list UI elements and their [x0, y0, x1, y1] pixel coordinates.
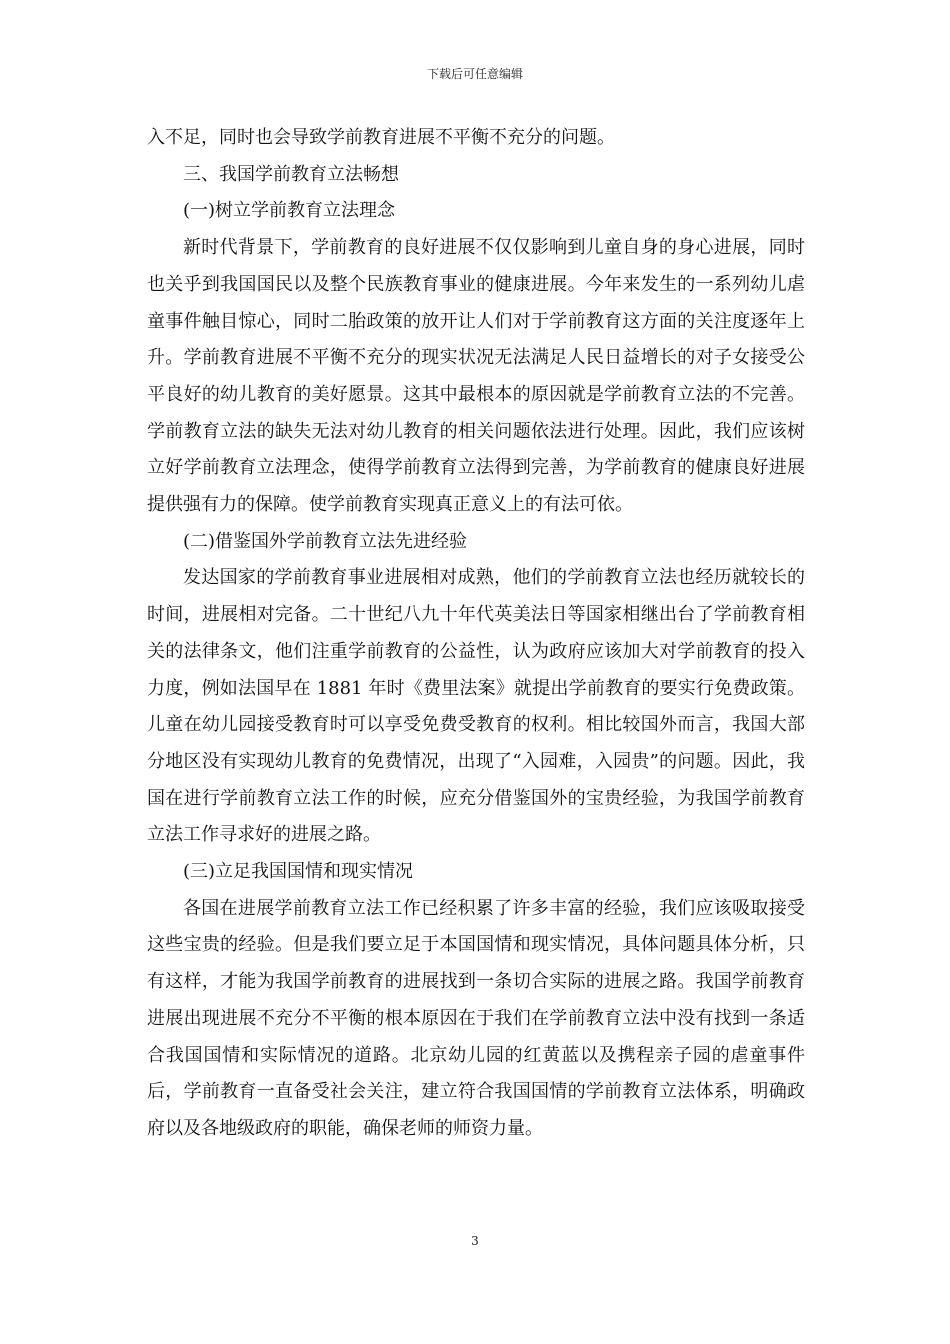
paragraph-1: 新时代背景下，学前教育的良好进展不仅仅影响到儿童自身的身心进展，同时也关乎到我国国民以及整个民族教育事业的健康进展。今年来发生的一系列幼儿虐童事件触目惊心，同时二胎政策的放开让人们对于学前教育这方面的关注度逐年上升。学前教育进展不平衡不充分的现实状况无法满足人民日益增长的对子女接受公平良好的幼儿教育的美好愿景。这其中最根本的原因就是学前教育立法的不完善。学前教育立法的缺失无法对幼儿教育的相关问题依法进行处理。因此，我们应该树立好学前教育立法理念，使得学前教育立法得到完善，为学前教育的健康良好进展提供强有力的保障。使学前教育实现真正意义上的有法可依。	[147, 237, 805, 516]
section-heading: 三、我国学前教育立法畅想	[183, 163, 399, 185]
subsection-heading-2: (二)借鉴国外学前教育立法先进经验	[183, 530, 468, 552]
subsection-heading-1: (一)树立学前教育立法理念	[183, 200, 396, 222]
subsection-heading-3: (三)立足我国国情和现实情况	[183, 861, 414, 883]
paragraph-2: 发达国家的学前教育事业进展相对成熟，他们的学前教育立法也经历就较长的时间，进展相对完备。二十世纪八九十年代英美法日等国家相继出台了学前教育相关的法律条文，他们注重学前教育的公益性，认为政府应该加大对学前教育的投入力度，例如法国早在 1881 年时《费里法案》就提出学前教育的要实行免费政策。儿童在幼儿园接受教育时可以享受免费受教育的权利。相比较国外而言，我国大部分地区没有实现幼儿教育的免费情况，出现了“入园难，入园贵”的问题。因此，我国在进行学前教育立法工作的时候，应充分借鉴国外的宝贵经验，为我国学前教育立法工作寻求好的进展之路。	[147, 567, 805, 846]
document-body	[147, 120, 805, 1148]
paragraph-3: 各国在进展学前教育立法工作已经积累了许多丰富的经验，我们应该吸取接受这些宝贵的经验。但是我们要立足于本国国情和现实情况，具体问题具体分析，只有这样，才能为我国学前教育的进展找到一条切合实际的进展之路。我国学前教育进展出现进展不充分不平衡的根本原因在于我们在学前教育立法中没有找到一条适合我国国情和实际情况的道路。北京幼儿园的红黄蓝以及携程亲子园的虐童事件后，学前教育一直备受社会关注，建立符合我国国情的学前教育立法体系，明确政府以及各地级政府的职能，确保老师的师资力量。	[147, 897, 805, 1139]
page-number: 3	[471, 1234, 479, 1248]
paragraph-continuation: 入不足，同时也会导致学前教育进展不平衡不充分的问题。	[147, 127, 615, 148]
page-header: 下载后可任意编辑	[426, 67, 523, 81]
